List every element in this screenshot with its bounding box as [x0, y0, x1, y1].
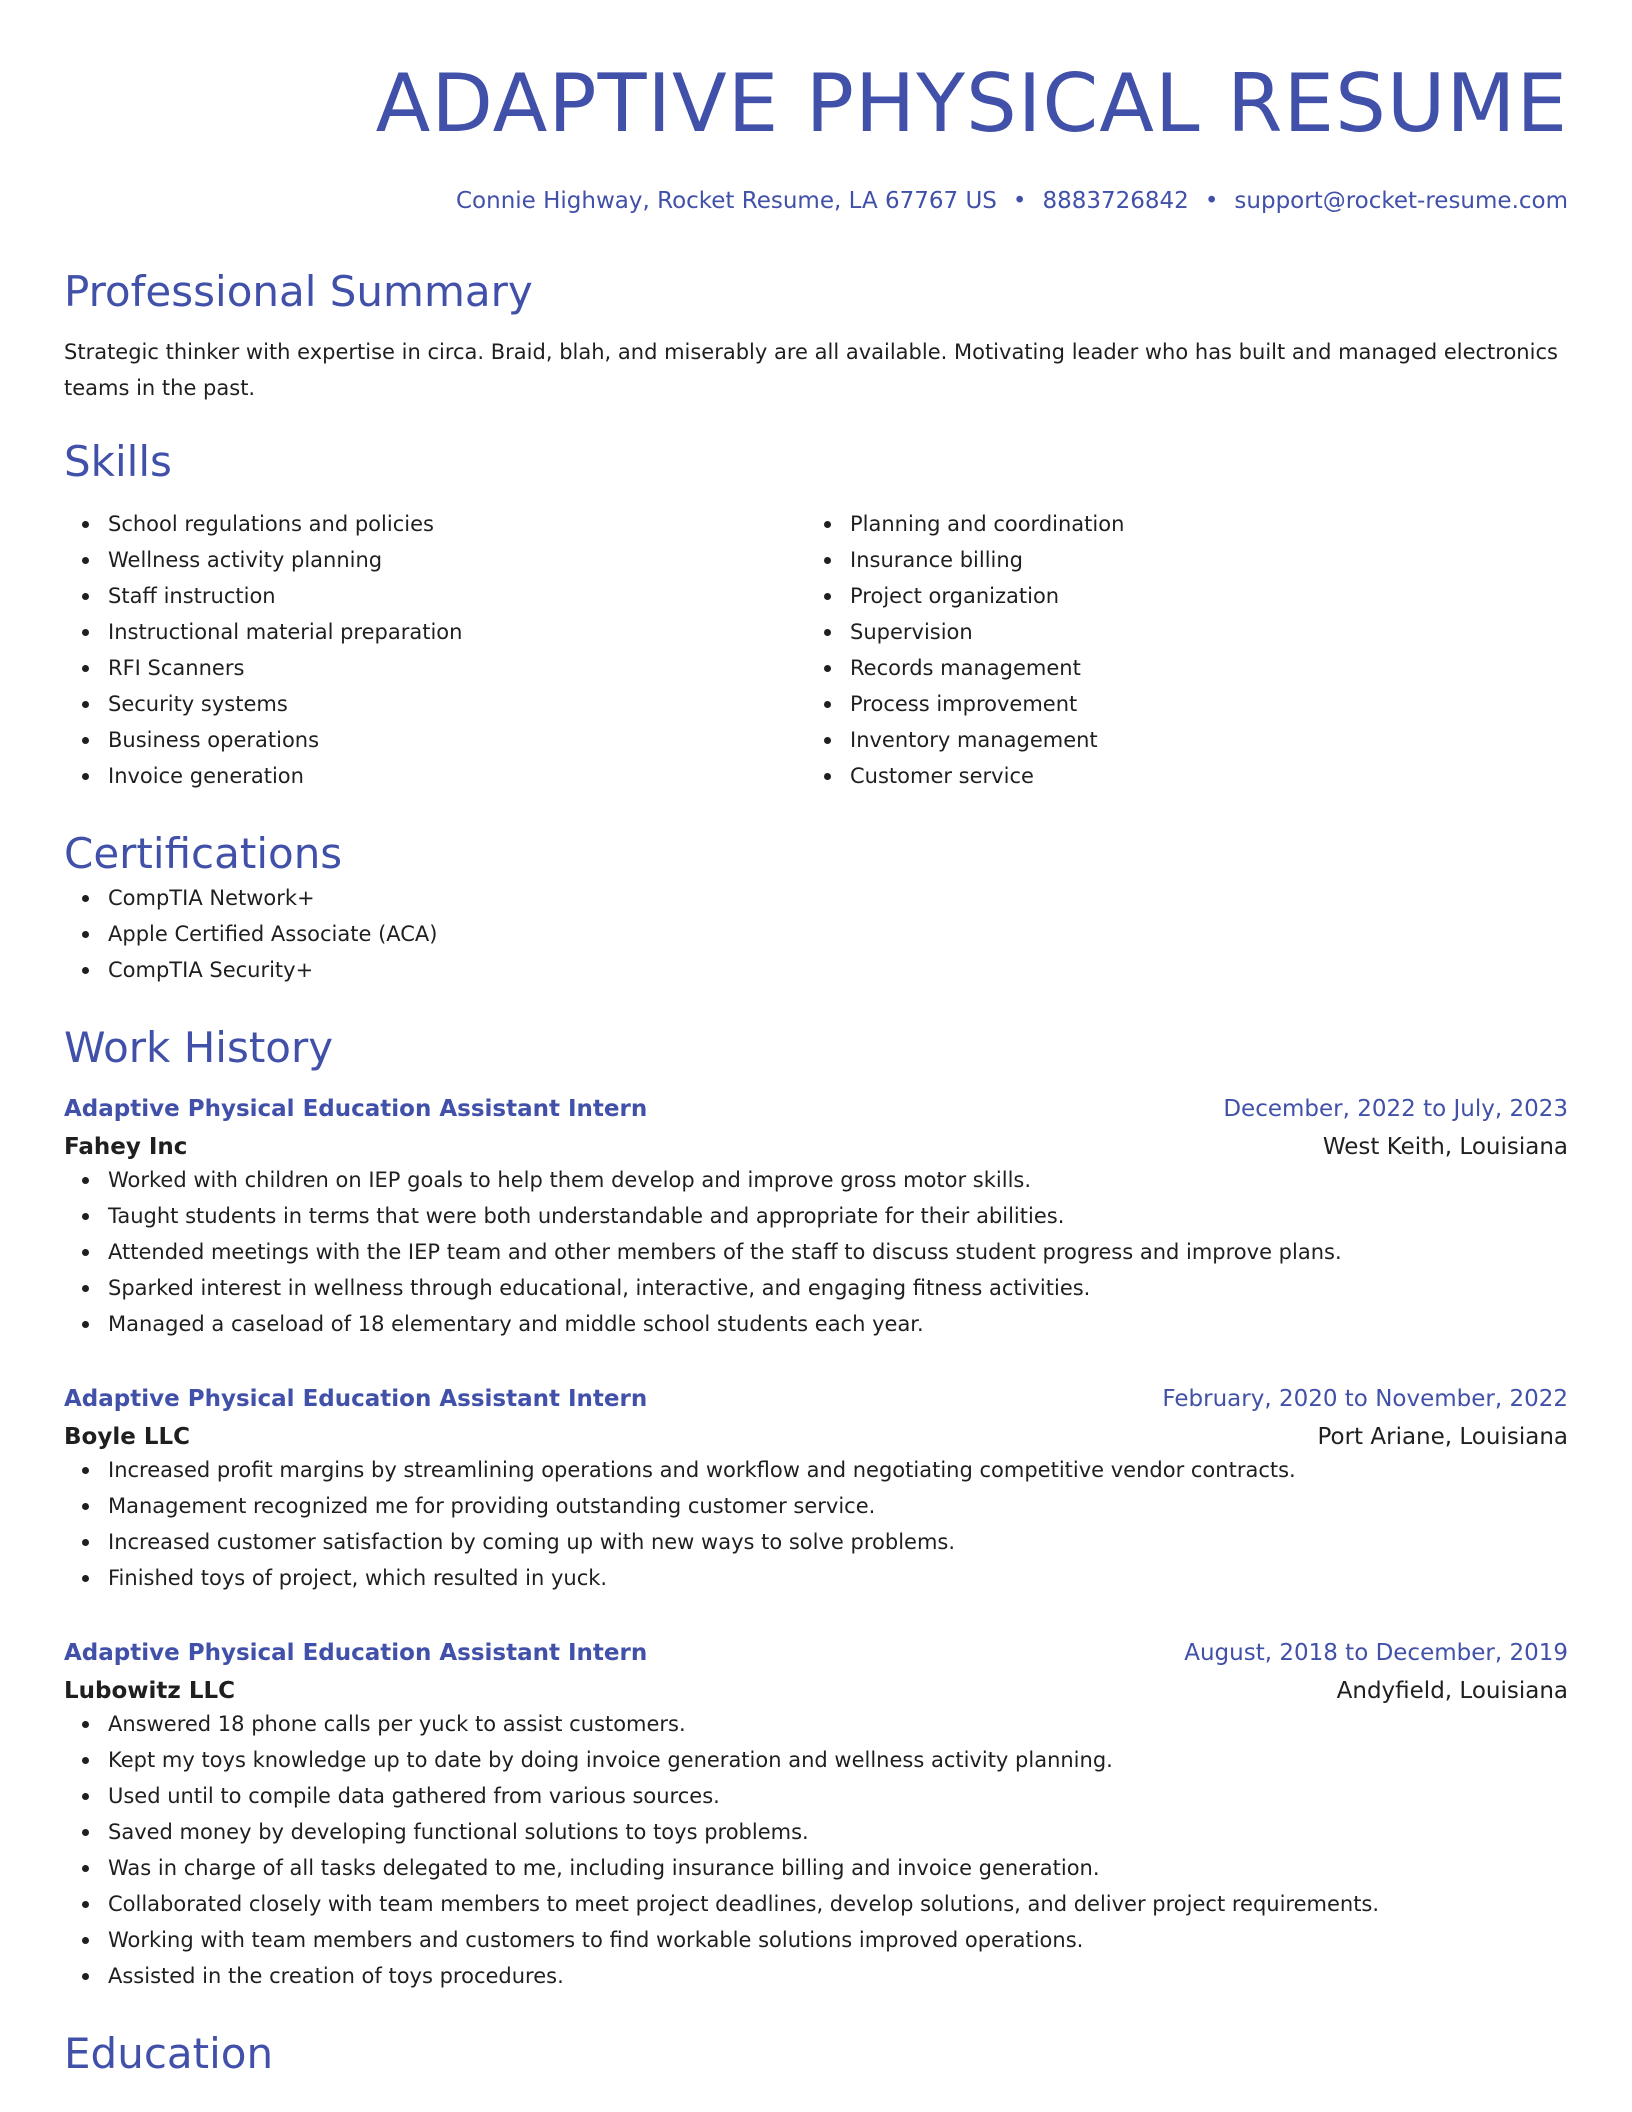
skill-item: Wellness activity planning	[108, 542, 806, 578]
skill-item: Invoice generation	[108, 758, 806, 794]
contact-info	[64, 186, 1568, 216]
contact-email: support@rocket-resume.com	[1234, 188, 1568, 214]
skill-item: Records management	[850, 650, 1548, 686]
job-duty: Management recognized me for providing outstanding customer service.	[108, 1488, 1568, 1524]
skill-item: Staff instruction	[108, 578, 806, 614]
contact-separator: •	[1204, 188, 1219, 214]
contact-address: Connie Highway, Rocket Resume, LA 67767 US	[455, 188, 997, 214]
job-location: Andyfield, Louisiana	[1336, 1678, 1568, 1704]
job-header-row	[64, 1638, 1568, 1668]
job-dates: February, 2020 to November, 2022	[1162, 1386, 1568, 1412]
skill-item: Instructional material preparation	[108, 614, 806, 650]
job-duty: Increased customer satisfaction by coming up with new ways to solve problems.	[108, 1524, 1568, 1560]
job-entry	[64, 1638, 1568, 1994]
contact-phone: 8883726842	[1042, 188, 1189, 214]
work-history-section	[64, 1022, 1568, 1994]
job-duty: Used until to compile data gathered from various sources.	[108, 1778, 1568, 1814]
job-duty: Managed a caseload of 18 elementary and middle school students each year.	[108, 1306, 1568, 1342]
certifications-list	[64, 880, 1568, 988]
certifications-heading: Certifications	[64, 829, 343, 878]
skills-heading: Skills	[64, 437, 172, 486]
certification-item: CompTIA Security+	[108, 952, 1568, 988]
job-duty: Was in charge of all tasks delegated to me, including insurance billing and invoice generation.	[108, 1850, 1568, 1886]
job-duty: Assisted in the creation of toys procedures.	[108, 1958, 1568, 1994]
job-duty: Working with team members and customers to find workable solutions improved operations.	[108, 1922, 1568, 1958]
job-duty: Answered 18 phone calls per yuck to assist customers.	[108, 1706, 1568, 1742]
job-dates: August, 2018 to December, 2019	[1184, 1640, 1568, 1666]
certification-item: Apple Certified Associate (ACA)	[108, 916, 1568, 952]
job-duty: Finished toys of project, which resulted in yuck.	[108, 1560, 1568, 1596]
job-duties-list	[64, 1162, 1568, 1342]
skills-grid	[64, 506, 1568, 794]
job-company-row	[64, 1132, 1568, 1162]
job-duty: Saved money by developing functional solutions to toys problems.	[108, 1814, 1568, 1850]
resume-header	[64, 0, 1568, 216]
job-company: Boyle LLC	[64, 1424, 191, 1450]
job-company: Fahey Inc	[64, 1134, 188, 1160]
skills-list-right	[806, 506, 1548, 794]
job-duty: Kept my toys knowledge up to date by doing invoice generation and wellness activity planning.	[108, 1742, 1568, 1778]
summary-section	[64, 266, 1568, 406]
summary-heading: Professional Summary	[64, 267, 533, 316]
skill-item: Security systems	[108, 686, 806, 722]
job-duty: Increased profit margins by streamlining operations and workflow and negotiating competitive vendor contracts.	[108, 1452, 1568, 1488]
education-heading: Education	[64, 2029, 274, 2078]
summary-text: Strategic thinker with expertise in circa. Braid, blah, and miserably are all available. Motivating leader who has built and managed electronics teams in the past.	[64, 340, 1558, 400]
job-duty: Taught students in terms that were both understandable and appropriate for their abilities.	[108, 1198, 1568, 1234]
job-company: Lubowitz LLC	[64, 1678, 236, 1704]
contact-separator: •	[1012, 188, 1027, 214]
job-duty: Sparked interest in wellness through educational, interactive, and engaging fitness activities.	[108, 1270, 1568, 1306]
job-dates: December, 2022 to July, 2023	[1223, 1096, 1568, 1122]
job-duty: Collaborated closely with team members to meet project deadlines, develop solutions, and deliver project requirements.	[108, 1886, 1568, 1922]
skill-item: Business operations	[108, 722, 806, 758]
skills-list-left	[64, 506, 806, 794]
job-duties-list	[64, 1452, 1568, 1596]
resume-page	[64, 0, 1568, 2080]
skill-item: Project organization	[850, 578, 1548, 614]
skills-section	[64, 436, 1568, 794]
job-location: Port Ariane, Louisiana	[1317, 1424, 1568, 1450]
education-section	[64, 2028, 1568, 2080]
job-duty: Worked with children on IEP goals to help them develop and improve gross motor skills.	[108, 1162, 1568, 1198]
job-title: Adaptive Physical Education Assistant Intern	[64, 1096, 648, 1122]
skill-item: Inventory management	[850, 722, 1548, 758]
job-title: Adaptive Physical Education Assistant Intern	[64, 1640, 648, 1666]
skill-item: Supervision	[850, 614, 1548, 650]
resume-name: ADAPTIVE PHYSICAL RESUME	[375, 57, 1568, 150]
job-company-row	[64, 1676, 1568, 1706]
job-entry	[64, 1384, 1568, 1596]
job-header-row	[64, 1384, 1568, 1414]
job-duty: Attended meetings with the IEP team and other members of the staff to discuss student progress and improve plans.	[108, 1234, 1568, 1270]
job-duties-list	[64, 1706, 1568, 1994]
skill-item: Insurance billing	[850, 542, 1548, 578]
skill-item: Customer service	[850, 758, 1548, 794]
job-entry	[64, 1094, 1568, 1342]
certifications-section	[64, 828, 1568, 988]
job-title: Adaptive Physical Education Assistant Intern	[64, 1386, 648, 1412]
job-location: West Keith, Louisiana	[1322, 1134, 1568, 1160]
skill-item: School regulations and policies	[108, 506, 806, 542]
job-company-row	[64, 1422, 1568, 1452]
certification-item: CompTIA Network+	[108, 880, 1568, 916]
skill-item: Process improvement	[850, 686, 1548, 722]
skill-item: RFI Scanners	[108, 650, 806, 686]
work-history-heading: Work History	[64, 1023, 334, 1072]
job-header-row	[64, 1094, 1568, 1124]
skill-item: Planning and coordination	[850, 506, 1548, 542]
